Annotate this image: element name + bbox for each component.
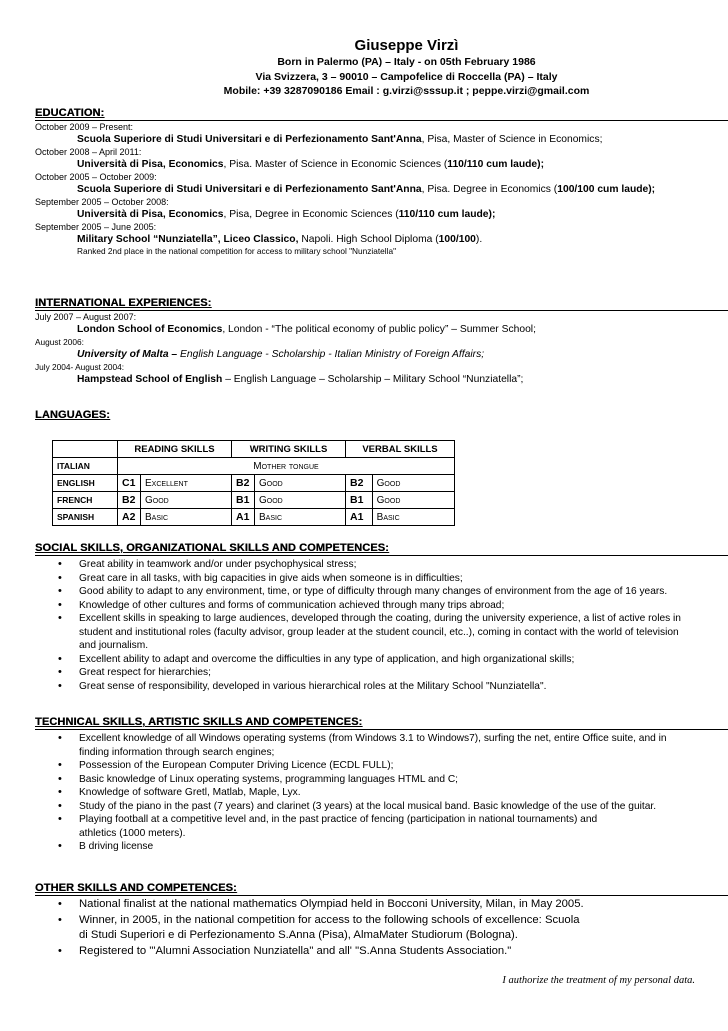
language-level: Mother tongue [118, 458, 455, 475]
section-title: INTERNATIONAL EXPERIENCES: [35, 297, 212, 309]
reading-header: READING SKILLS [118, 441, 232, 458]
list-item: • Great care in all tasks, with big capacities in give aids when someone is in difficulties; [58, 571, 463, 584]
list-item: • Great respect for hierarchies; [58, 666, 211, 678]
entry-note: Ranked 2nd place in the national competition for access to military school "Nunziatella" [77, 246, 397, 256]
divider [35, 895, 728, 896]
social-section [35, 542, 728, 693]
institution: Scuola Superiore di Studi Universitari e di Perfezionamento Sant'Anna [77, 184, 422, 195]
verbal-header: VERBAL SKILLS [346, 441, 455, 458]
institution: Scuola Superiore di Studi Universitari e di Perfezionamento Sant'Anna [77, 134, 422, 145]
bullet-icon: • [58, 772, 62, 785]
entry: Scuola Superiore di Studi Universitari e di Perfezionamento Sant'Anna, Pisa. Degree in Economics (100/100 cum laude); [77, 184, 656, 195]
bullet-icon: • [58, 652, 62, 665]
list-item: • Study of the piano in the past (7 years) and clarinet (3 years) at the local musical band. Basic knowledge of the use of the guitar. [58, 799, 657, 812]
bullet-icon: • [58, 666, 62, 678]
privacy-consent: I authorize the treatment of my personal data. [502, 975, 695, 986]
entry-date: September 2005 – June 2005: [35, 222, 157, 232]
list-item: • Knowledge of other cultures and forms of communication achieved through many trips abroad; [58, 598, 505, 611]
section-title: EDUCATION: [35, 107, 105, 119]
bullet-icon: • [58, 813, 62, 825]
person-name: Giuseppe Virzì [354, 37, 459, 54]
list-item: • Possession of the European Computer Driving Licence (ECDL FULL); [58, 759, 394, 771]
language-label: ENGLISH [53, 475, 118, 492]
education-section [35, 107, 728, 257]
entry: Military School “Nunziatella”, Liceo Classico, Napoli. High School Diploma (100/100). [77, 234, 483, 245]
address: Via Svizzera, 3 – 90010 – Campofelice di Roccella (PA) – Italy [255, 70, 558, 83]
bullet-icon: • [58, 732, 62, 744]
list-item: • Great sense of responsibility, developed in various hierarchical roles at the Military School "Nunziatella". [58, 679, 547, 692]
other-section [35, 882, 728, 959]
header [0, 36, 728, 99]
birth-info: Born in Palermo (PA) – Italy - on 05th February 1986 [277, 56, 536, 68]
entry: Università di Pisa, Economics, Pisa, Degree in Economic Sciences (110/110 cum laude); [77, 209, 496, 220]
institution: Università di Pisa [77, 159, 163, 170]
list-item: • Winner, in 2005, in the national competition for access to the following schools of excellence: Scuola di Studi Superiori e di Perfezionamento S.Anna (Pisa), AlmaMater Studiorum (Bologna). [58, 913, 580, 941]
entry-date: October 2005 – October 2009: [35, 172, 157, 182]
list-item: • Great ability in teamwork and/or under psychophysical stress; [58, 558, 357, 570]
list-item: • Excellent ability to adapt and overcome the difficulties in any type of application, and high organizational skills; [58, 652, 575, 665]
list-item: • Good ability to adapt to any environment, time, or type of difficulty through many changes of environment from the age of 16 years. [58, 585, 668, 597]
bullet-icon: • [58, 598, 62, 611]
list-item: • Knowledge of software Gretl, Matlab, Maple, Lyx. [58, 786, 301, 798]
bullet-icon: • [58, 679, 62, 692]
section-title: OTHER SKILLS AND COMPETENCES: [35, 882, 237, 894]
institution: Hampstead School of English [77, 374, 223, 385]
languages-table: READING SKILLS WRITING SKILLS VERBAL SKILLS ITALIAN Mother tongue ENGLISH C1 Excellent B2 Good B2 Good FRENCH B2 Good B1 Good B1 Good SPANISH A2 Basic A1 Basic A1 Basic [52, 440, 455, 526]
institution: Military School “Nunziatella”, Liceo Classico, [77, 234, 299, 245]
entry-date: July 2007 – August 2007: [35, 312, 137, 322]
language-label: ITALIAN [53, 458, 118, 475]
entry-date: October 2009 – Present: [35, 122, 134, 132]
institution: University of Malta – [77, 349, 178, 360]
entry-date: July 2004- August 2004: [35, 362, 125, 372]
entry-date: August 2006: [35, 337, 84, 347]
bullet-icon: • [58, 558, 62, 570]
section-title: SOCIAL SKILLS, ORGANIZATIONAL SKILLS AND COMPETENCES: [35, 542, 389, 554]
entry: Scuola Superiore di Studi Universitari e di Perfezionamento Sant'Anna, Pisa, Master of Science in Economics; [77, 134, 603, 145]
section-title: TECHNICAL SKILLS, ARTISTIC SKILLS AND COMPETENCES: [35, 716, 363, 728]
bullet-icon: • [58, 585, 62, 597]
international-section [35, 297, 728, 386]
bullet-icon: • [58, 612, 62, 624]
list-item: • Registered to "'Alumni Association Nunziatella" and all' "S.Anna Students Association." [35, 944, 728, 960]
list-item: • Excellent skills in speaking to large audiences, developed through the coating, during the university experience, a list of active roles in student and institutional roles (faculty advisor, group leader at the student council, etc..), coming in contact with the world of television and journalism. [58, 612, 681, 651]
entry: Hampstead School of English – English Language – Scholarship – Military School “Nunziatella”; [77, 374, 524, 385]
bullet-icon: • [58, 840, 62, 852]
list-item: • Basic knowledge of Linux operating systems, programming languages HTML and C; [58, 772, 459, 785]
bullet-icon: • [58, 799, 62, 812]
bullet-icon: • [58, 944, 62, 957]
bullet-icon: • [58, 786, 62, 798]
bullet-icon: • [58, 759, 62, 771]
bullet-icon: • [58, 898, 62, 910]
contact-info: Mobile: +39 3287090186 Email : g.virzi@sssup.it ; peppe.virzi@gmail.com [223, 85, 590, 97]
languages-section [35, 409, 728, 422]
list-item: • B driving license [58, 840, 154, 852]
entry-date: October 2008 – April 2011: [35, 147, 142, 157]
grade: 100/100 cum laude); [557, 184, 656, 195]
entry-date: September 2005 – October 2008: [35, 197, 169, 207]
entry: University of Malta – English Language - Scholarship - Italian Ministry of Foreign Affairs; [77, 349, 485, 360]
grade: 100/100 [438, 234, 476, 245]
entry: Università di Pisa, Economics, Pisa. Master of Science in Economic Sciences (110/110 cum laude); [77, 159, 545, 170]
divider [35, 729, 728, 730]
technical-list [35, 732, 728, 854]
list-item: • National finalist at the national mathematics Olympiad held in Bocconi University, Milan, in May 2005. [35, 897, 728, 913]
language-label: SPANISH [53, 509, 118, 526]
technical-section [35, 716, 728, 854]
list-item: • Excellent knowledge of all Windows operating systems (from Windows 3.1 to Windows7), surfing the net, entire Office suite, and in finding information through search engines; [58, 732, 667, 758]
section-title: LANGUAGES: [35, 409, 110, 421]
bullet-icon: • [58, 571, 62, 584]
divider [35, 555, 728, 556]
writing-header: WRITING SKILLS [232, 441, 346, 458]
language-label: FRENCH [53, 492, 118, 509]
entry: London School of Economics, London - “The political economy of public policy” – Summer School; [77, 324, 536, 335]
social-list [35, 558, 728, 693]
other-list [35, 897, 728, 959]
list-item: • Playing football at a competitive level and, in the past practice of fencing (participation in national tournaments) and athletics (1000 meters). [58, 813, 598, 839]
bullet-icon: • [58, 913, 62, 926]
institution: London School of Economics [77, 324, 223, 335]
institution: Università di Pisa [77, 209, 163, 220]
grade: 110/110 cum laude); [447, 159, 545, 170]
grade: 110/110 cum laude); [398, 209, 496, 220]
